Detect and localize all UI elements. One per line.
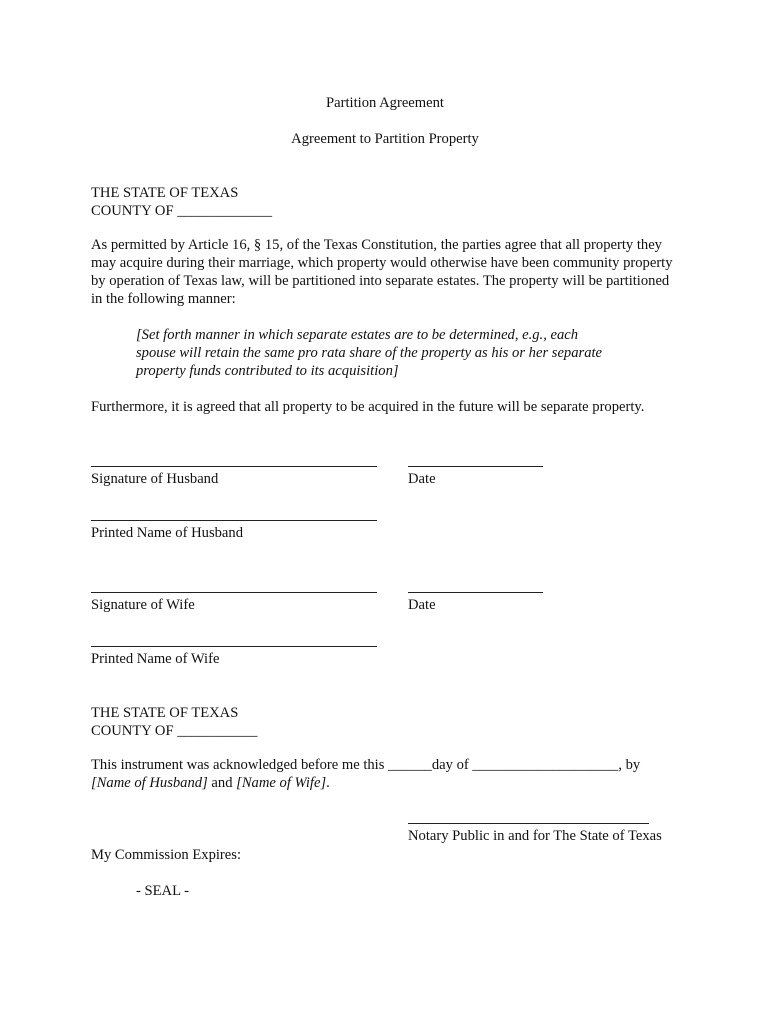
husband-date-label: Date: [408, 471, 436, 487]
notary-signature-line[interactable]: [408, 823, 649, 824]
husband-signature-label: Signature of Husband: [91, 471, 219, 487]
seal-label: - SEAL -: [136, 883, 189, 899]
venue-state-1: THE STATE OF TEXAS: [91, 185, 239, 201]
document-subtitle: Agreement to Partition Property: [291, 131, 479, 147]
wife-printed-name-line[interactable]: [91, 646, 377, 647]
furthermore-paragraph: Furthermore, it is agreed that all property to be acquired in the future will be separate property.: [91, 399, 645, 415]
document-title: Partition Agreement: [326, 95, 444, 111]
body-paragraph: As permitted by Article 16, § 15, of the Texas Constitution, the parties agree that all property they may acquire during their marriage, which property would otherwise have been community property by operation of Texas law, will be partitioned into separate estates. The property will be partitioned in the following manner:: [91, 237, 673, 307]
venue-state-2: THE STATE OF TEXAS: [91, 705, 239, 721]
husband-printed-name-line[interactable]: [91, 520, 377, 521]
husband-signature-line[interactable]: [91, 466, 377, 467]
instruction-line: property funds contributed to its acquisition]: [136, 363, 399, 379]
wife-date-label: Date: [408, 597, 436, 613]
instruction-line: spouse will retain the same pro rata share of the property as his or her separate: [136, 345, 603, 361]
and-text: and: [207, 775, 237, 791]
wife-name-placeholder: [Name of Wife]: [236, 775, 327, 791]
acknowledgment-line: This instrument was acknowledged before me this ______day of ____________________, by: [91, 757, 641, 773]
notary-label: Notary Public in and for The State of Texas: [408, 828, 662, 844]
end-punct: .: [326, 775, 330, 791]
instruction-line: [Set forth manner in which separate estates are to be determined, e.g., each: [136, 327, 579, 343]
husband-date-line[interactable]: [408, 466, 543, 467]
venue-county-2: COUNTY OF ___________: [91, 723, 258, 739]
wife-date-line[interactable]: [408, 592, 543, 593]
husband-name-placeholder: [Name of Husband]: [91, 775, 208, 791]
husband-printed-name-label: Printed Name of Husband: [91, 525, 243, 541]
wife-signature-label: Signature of Wife: [91, 597, 195, 613]
venue-county-1: COUNTY OF _____________: [91, 203, 273, 219]
commission-expires: My Commission Expires:: [91, 847, 241, 863]
wife-signature-line[interactable]: [91, 592, 377, 593]
acknowledgment-names: [91, 774, 330, 792]
wife-printed-name-label: Printed Name of Wife: [91, 651, 220, 667]
